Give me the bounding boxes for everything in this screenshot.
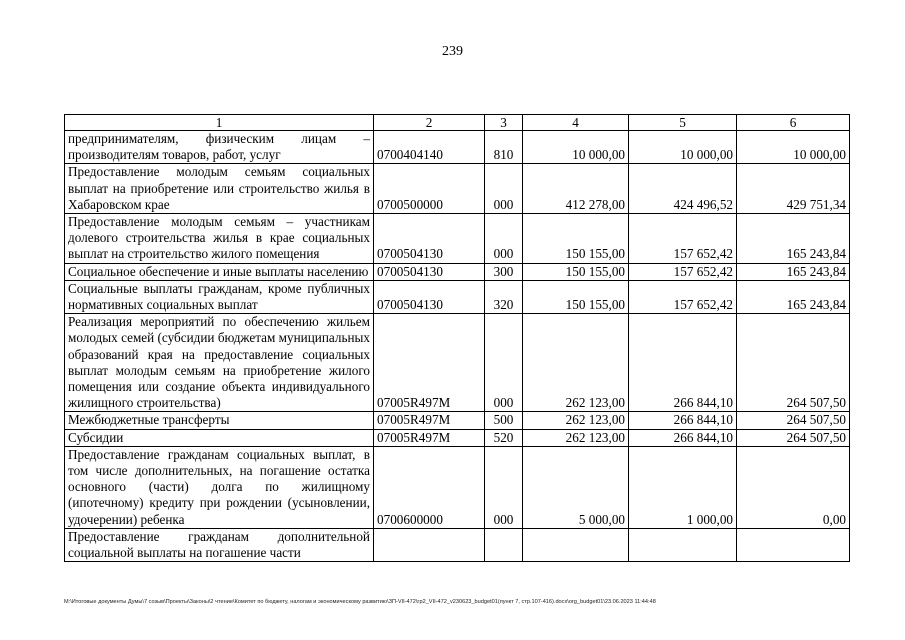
row-value-2: 266 844,10 xyxy=(629,412,737,429)
row-type: 000 xyxy=(485,164,523,214)
row-code: 0700404140 xyxy=(374,131,485,164)
row-name: Социальные выплаты гражданам, кроме публичных нормативных социальных выплат xyxy=(65,280,374,313)
header-col-6: 6 xyxy=(737,115,850,131)
budget-table xyxy=(64,114,850,562)
row-type: 320 xyxy=(485,280,523,313)
row-type xyxy=(485,528,523,561)
row-type: 300 xyxy=(485,263,523,280)
row-code: 0700504130 xyxy=(374,214,485,264)
row-value-2: 424 496,52 xyxy=(629,164,737,214)
row-name: Предоставление молодым семьям – участникам долевого строительства жилья в крае социальных выплат на строительство жилого помещения xyxy=(65,214,374,264)
table-row xyxy=(65,214,850,264)
row-value-3: 264 507,50 xyxy=(737,314,850,412)
row-value-3: 165 243,84 xyxy=(737,214,850,264)
table-row xyxy=(65,280,850,313)
row-value-3: 429 751,34 xyxy=(737,164,850,214)
row-value-2: 157 652,42 xyxy=(629,214,737,264)
header-col-1: 1 xyxy=(65,115,374,131)
row-name: Реализация мероприятий по обеспечению жильем молодых семей (субсидии бюджетам муниципальных образований края на предоставление социальных выплат молодым семьям на приобретение жилого помещения или создание объекта индивидуального жилищного строительства) xyxy=(65,314,374,412)
row-value-1: 10 000,00 xyxy=(523,131,629,164)
row-value-2: 157 652,42 xyxy=(629,263,737,280)
header-col-4: 4 xyxy=(523,115,629,131)
row-name: Предоставление молодым семьям социальных выплат на приобретение или строительство жилья в Хабаровском крае xyxy=(65,164,374,214)
header-col-3: 3 xyxy=(485,115,523,131)
row-name: Социальное обеспечение и иные выплаты населению xyxy=(65,263,374,280)
row-name: Предоставление гражданам дополнительной социальной выплаты на погашение части xyxy=(65,528,374,561)
row-type: 500 xyxy=(485,412,523,429)
row-code: 0700504130 xyxy=(374,263,485,280)
header-col-5: 5 xyxy=(629,115,737,131)
row-type: 000 xyxy=(485,214,523,264)
header-col-2: 2 xyxy=(374,115,485,131)
row-code xyxy=(374,528,485,561)
row-value-1: 150 155,00 xyxy=(523,263,629,280)
table-row xyxy=(65,446,850,528)
row-value-2 xyxy=(629,528,737,561)
row-value-1: 150 155,00 xyxy=(523,280,629,313)
row-value-1: 262 123,00 xyxy=(523,429,629,446)
row-value-1: 262 123,00 xyxy=(523,412,629,429)
row-value-3 xyxy=(737,528,850,561)
row-value-2: 266 844,10 xyxy=(629,429,737,446)
row-value-2: 157 652,42 xyxy=(629,280,737,313)
table-row xyxy=(65,263,850,280)
row-name: Субсидии xyxy=(65,429,374,446)
row-value-2: 266 844,10 xyxy=(629,314,737,412)
header-row xyxy=(65,115,850,131)
row-value-1: 412 278,00 xyxy=(523,164,629,214)
row-code: 07005R497M xyxy=(374,314,485,412)
row-value-1: 5 000,00 xyxy=(523,446,629,528)
row-type: 810 xyxy=(485,131,523,164)
row-name: Межбюджетные трансферты xyxy=(65,412,374,429)
table-row xyxy=(65,429,850,446)
footer-file-path: M:\Итоговые документы Думы\7 созыв\Проекты\Законы\2 чтение\Комитет по бюджету, налогам и экономическому развитию\ЗП-VII-472\гр2_VII-472_v230623_budget01(пункт 7, стр.107-416).docx\org_budget01\23.06.2023 11:44:48 xyxy=(64,599,656,605)
row-value-3: 165 243,84 xyxy=(737,280,850,313)
row-name: Предоставление гражданам социальных выплат, в том числе дополнительных, на погашение остатка основного (части) долга по жилищному (ипотечному) кредиту при рождении (усыновлении, удочерении) ребенка xyxy=(65,446,374,528)
table-row xyxy=(65,131,850,164)
row-value-2: 1 000,00 xyxy=(629,446,737,528)
row-code: 07005R497M xyxy=(374,412,485,429)
table-row xyxy=(65,412,850,429)
table-row xyxy=(65,314,850,412)
row-value-3: 165 243,84 xyxy=(737,263,850,280)
row-value-1: 150 155,00 xyxy=(523,214,629,264)
row-type: 000 xyxy=(485,314,523,412)
row-code: 0700600000 xyxy=(374,446,485,528)
row-value-3: 264 507,50 xyxy=(737,429,850,446)
row-code: 0700500000 xyxy=(374,164,485,214)
table-row xyxy=(65,528,850,561)
row-code: 0700504130 xyxy=(374,280,485,313)
row-value-3: 10 000,00 xyxy=(737,131,850,164)
row-name: предпринимателям, физическим лицам – производителям товаров, работ, услуг xyxy=(65,131,374,164)
table-row xyxy=(65,164,850,214)
row-code: 07005R497M xyxy=(374,429,485,446)
row-value-2: 10 000,00 xyxy=(629,131,737,164)
row-value-1 xyxy=(523,528,629,561)
row-type: 000 xyxy=(485,446,523,528)
row-value-3: 0,00 xyxy=(737,446,850,528)
row-value-1: 262 123,00 xyxy=(523,314,629,412)
row-type: 520 xyxy=(485,429,523,446)
row-value-3: 264 507,50 xyxy=(737,412,850,429)
page-number: 239 xyxy=(442,44,463,59)
